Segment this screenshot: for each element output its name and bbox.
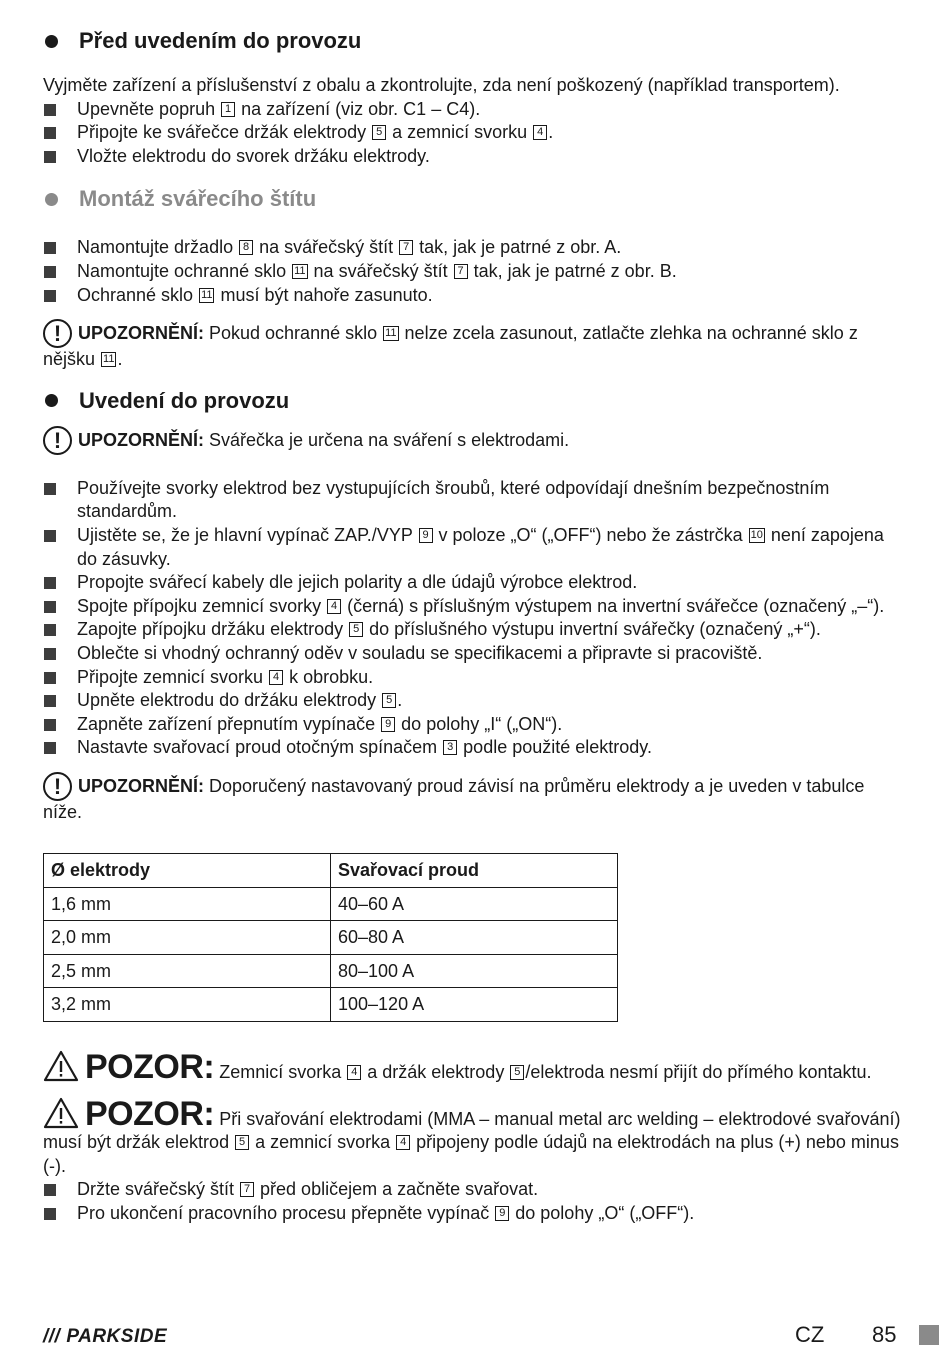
table-cell: 2,0 mm <box>44 921 331 955</box>
list-item: Namontujte držadlo 8 na svářečský štít 7 tak, jak je patrné z obr. A. <box>43 236 905 260</box>
table-header: Svařovací proud <box>331 854 618 888</box>
table-row <box>44 921 618 955</box>
exclamation-icon: ! <box>43 319 72 348</box>
part-number: 5 <box>382 693 396 708</box>
square-bullet-icon <box>44 577 56 589</box>
notice-paragraph: ! UPOZORNĚNÍ: Doporučený nastavovaný proud závisí na průměru elektrody a je uveden v tabulce níže. <box>43 773 865 822</box>
language-code: CZ <box>795 1322 825 1347</box>
part-number: 7 <box>240 1182 254 1197</box>
part-number: 8 <box>239 240 253 255</box>
list-item: Namontujte ochranné sklo 11 na svářečský štít 7 tak, jak je patrné z obr. B. <box>43 260 905 284</box>
caution-paragraph: POZOR: Při svařování elektrodami (MMA – manual metal arc welding – elektrodové svařování) musí být držák elektrod 5 a zemnicí svorka 4 připojeny podle údajů na elektrodách na plus (+) nebo minus (-). <box>43 1094 901 1176</box>
part-number: 7 <box>399 240 413 255</box>
part-number: 4 <box>396 1135 410 1150</box>
brand-logo: /// PARKSIDE <box>43 1326 168 1347</box>
page-number: 85 <box>872 1322 897 1347</box>
part-number: 3 <box>443 740 457 755</box>
square-bullet-icon <box>44 672 56 684</box>
table-cell: 2,5 mm <box>44 954 331 988</box>
list-item: Zapněte zařízení přepnutím vypínače 9 do polohy „I“ („ON“). <box>43 713 905 737</box>
part-number: 4 <box>269 670 283 685</box>
part-number: 9 <box>381 717 395 732</box>
section-heading-commissioning <box>43 386 905 416</box>
square-bullet-icon <box>44 483 56 495</box>
square-bullet-icon <box>44 695 56 707</box>
square-bullet-icon <box>44 290 56 302</box>
table-header-row <box>44 854 618 888</box>
table-cell: 60–80 A <box>331 921 618 955</box>
caution-paragraph: POZOR: Zemnicí svorka 4 a držák elektrody 5 /elektroda nesmí přijít do přímého kontaktu. <box>43 1050 905 1085</box>
section-title: Před uvedením do provozu <box>79 28 362 53</box>
exclamation-icon: ! <box>43 772 72 801</box>
list-item: Ochranné sklo 11 musí být nahoře zasunuto. <box>43 284 905 308</box>
part-number: 11 <box>385 327 397 340</box>
list-item: Upněte elektrodu do držáku elektrody 5 . <box>43 689 905 713</box>
warning-triangle-icon <box>43 1097 79 1129</box>
square-bullet-icon <box>44 1184 56 1196</box>
part-number: 5 <box>349 622 363 637</box>
section-heading-before-use <box>43 26 905 56</box>
exclamation-icon: ! <box>43 426 72 455</box>
table-cell: 3,2 mm <box>44 988 331 1022</box>
notice-paragraph: ! UPOZORNĚNÍ: Pokud ochranné sklo 11 nelze zcela zasunout, zatlačte zlehka na ochranné sklo z nějšku 11 . <box>43 321 858 370</box>
bullet-dot-icon <box>45 35 58 48</box>
square-bullet-icon <box>44 719 56 731</box>
part-number: 11 <box>201 288 213 301</box>
section-title: Uvedení do provozu <box>79 387 290 413</box>
table-cell: 80–100 A <box>331 954 618 988</box>
table-header: Ø elektrody <box>44 854 331 888</box>
square-bullet-icon <box>44 601 56 613</box>
part-number: 4 <box>533 125 547 140</box>
part-number: 11 <box>294 264 306 277</box>
square-bullet-icon <box>44 242 56 254</box>
part-number: 9 <box>419 528 433 543</box>
section-title: Montáž svářecího štítu <box>79 186 317 212</box>
square-bullet-icon <box>44 624 56 636</box>
square-bullet-icon <box>44 742 56 754</box>
square-bullet-icon <box>44 266 56 278</box>
table-cell: 40–60 A <box>331 887 618 921</box>
part-number: 5 <box>235 1135 249 1150</box>
part-number: 4 <box>347 1065 361 1080</box>
table-cell: 100–120 A <box>331 988 618 1022</box>
list-item: Používejte svorky elektrod bez vystupujících šroubů, které odpovídají dnešním bezpečnostním standardům. <box>43 477 905 524</box>
table-cell: 1,6 mm <box>44 887 331 921</box>
table-row <box>44 954 618 988</box>
square-bullet-icon <box>44 1208 56 1220</box>
table-row <box>44 988 618 1022</box>
bullet-list <box>43 477 905 760</box>
part-number: 11 <box>103 353 115 366</box>
section-heading-shield-assembly <box>43 184 905 214</box>
page-marker-block <box>919 1325 939 1345</box>
list-item: Připojte ke svářečce držák elektrody 5 a zemnicí svorku 4 . <box>43 121 905 145</box>
part-number: 4 <box>327 599 341 614</box>
part-number: 1 <box>221 102 235 117</box>
list-item: Ujistěte se, že je hlavní vypínač ZAP./VYP 9 v poloze „O“ („OFF“) nebo že zástrčka 10 není zapojena do zásuvky. <box>43 524 905 571</box>
part-number: 9 <box>495 1206 509 1221</box>
square-bullet-icon <box>44 151 56 163</box>
bullet-list <box>43 98 905 169</box>
list-item: Zapojte přípojku držáku elektrody 5 do příslušného výstupu invertní svářečky (označený „+“). <box>43 618 905 642</box>
warning-triangle-icon <box>43 1050 79 1082</box>
list-item: Propojte svářecí kabely dle jejich polarity a dle údajů výrobce elektrod. <box>43 571 905 595</box>
square-bullet-icon <box>44 648 56 660</box>
current-table <box>43 853 618 1022</box>
square-bullet-icon <box>44 127 56 139</box>
list-item: Upevněte popruh 1 na zařízení (viz obr. C1 – C4). <box>43 98 905 122</box>
manual-page <box>43 26 905 1226</box>
part-number: 5 <box>372 125 386 140</box>
part-number: 5 <box>510 1065 524 1080</box>
bullet-dot-icon <box>45 394 58 407</box>
table-row <box>44 887 618 921</box>
list-item: Nastavte svařovací proud otočným spínačem 3 podle použité elektrody. <box>43 736 905 760</box>
notice-paragraph: ! UPOZORNĚNÍ: Svářečka je určena na sváření s elektrodami. <box>43 426 905 455</box>
square-bullet-icon <box>44 530 56 542</box>
list-item: Pro ukončení pracovního procesu přepněte vypínač 9 do polohy „O“ („OFF“). <box>43 1202 905 1226</box>
list-item: Spojte přípojku zemnicí svorky 4 (černá) s příslušným výstupem na invertní svářečce (označený „–“). <box>43 595 905 619</box>
list-item: Oblečte si vhodný ochranný oděv v souladu se specifikacemi a připravte si pracoviště. <box>43 642 905 666</box>
part-number: 7 <box>454 264 468 279</box>
bullet-dot-icon <box>45 193 58 206</box>
page-footer <box>43 1322 943 1352</box>
bullet-list <box>43 1178 905 1225</box>
part-number: 10 <box>750 528 763 541</box>
list-item: Vložte elektrodu do svorek držáku elektrody. <box>43 145 905 169</box>
square-bullet-icon <box>44 104 56 116</box>
intro-paragraph: Vyjměte zařízení a příslušenství z obalu a zkontrolujte, zda není poškozený (například transportem). <box>43 75 840 95</box>
list-item: Držte svářečský štít 7 před obličejem a začněte svařovat. <box>43 1178 905 1202</box>
bullet-list <box>43 236 905 307</box>
list-item: Připojte zemnicí svorku 4 k obrobku. <box>43 666 905 690</box>
